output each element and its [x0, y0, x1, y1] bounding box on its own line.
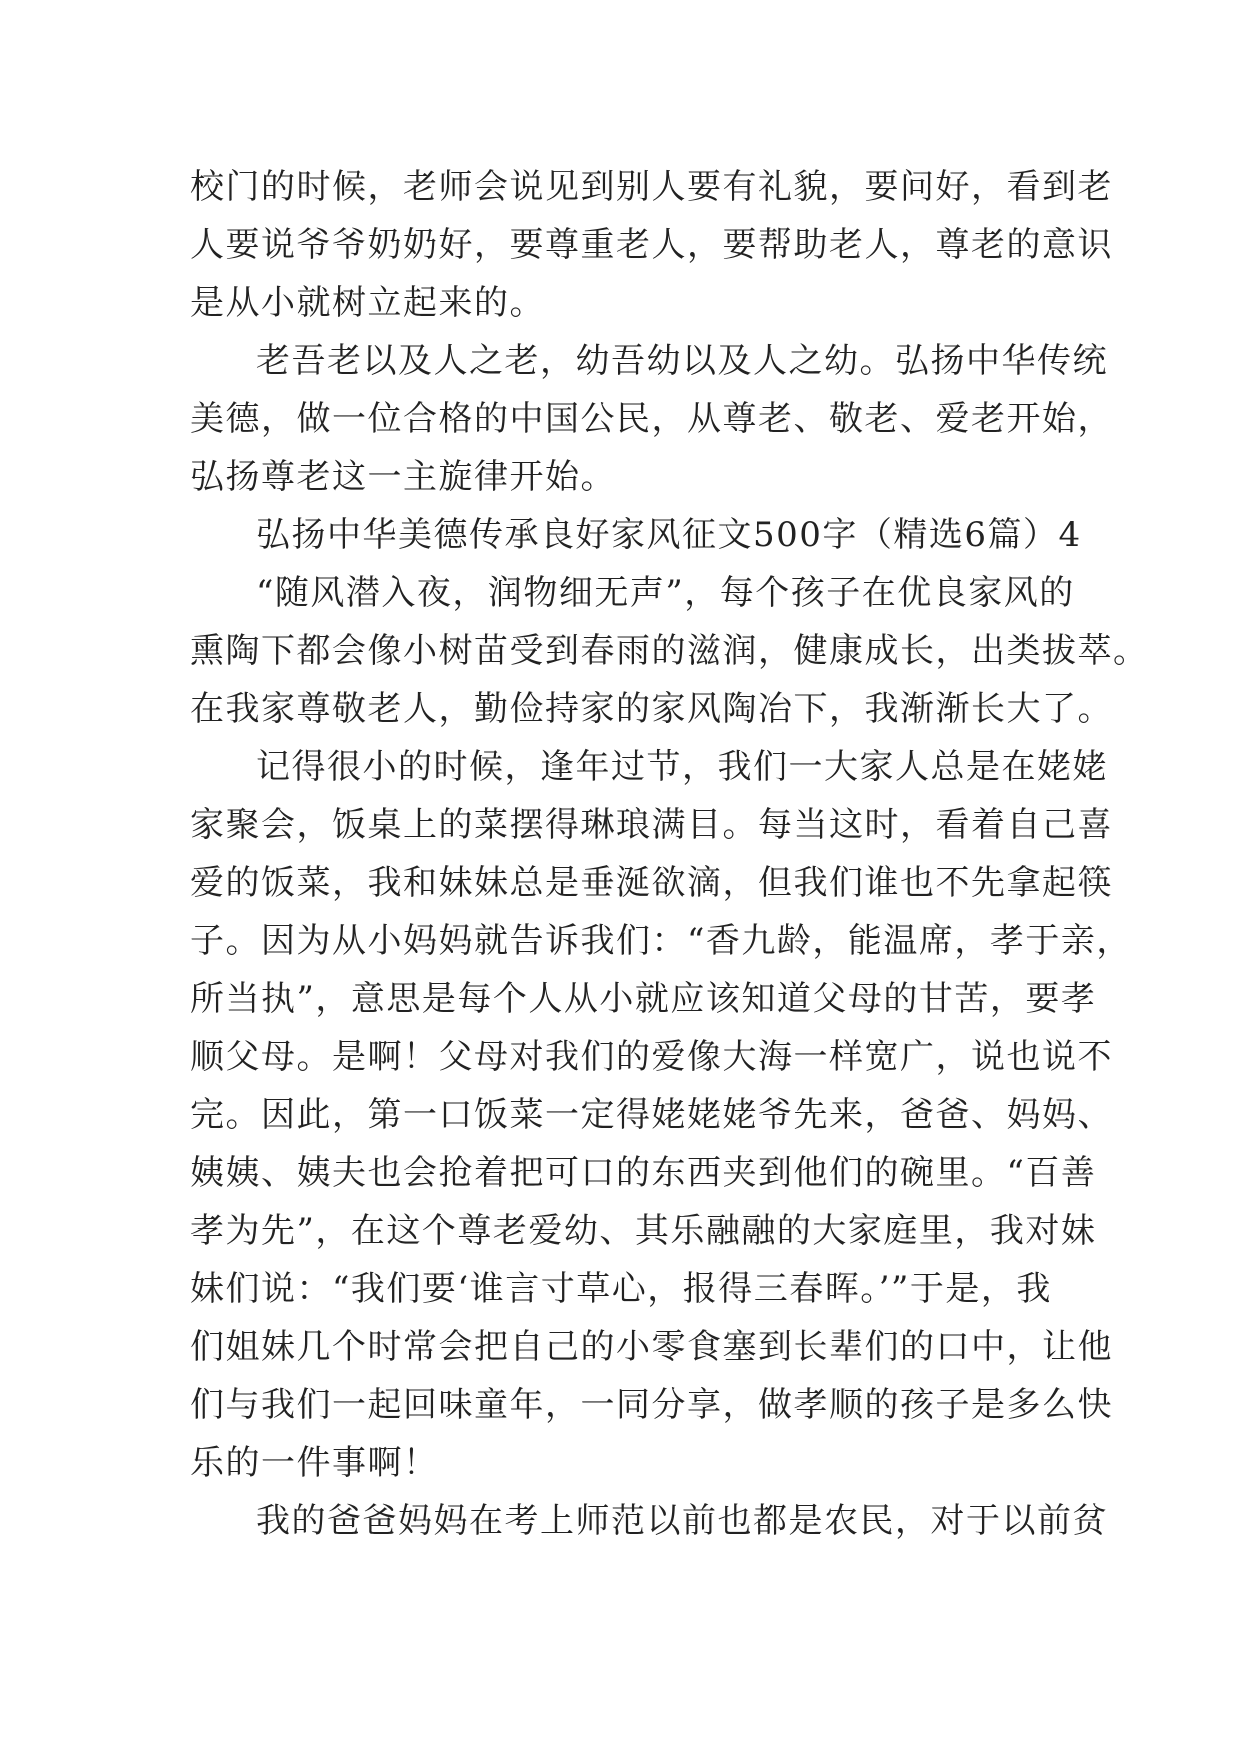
- text-line: 们姐妹几个时常会把自己的小零食塞到长辈们的口中，让他: [190, 1327, 1113, 1367]
- text-line: 我的爸爸妈妈在考上师范以前也都是农民，对于以前贫: [256, 1501, 1108, 1541]
- text-line: “随风潜入夜，润物细无声”，每个孩子在优良家风的: [256, 573, 1075, 613]
- text-line: 熏陶下都会像小树苗受到春雨的滋润，健康成长，出类拔萃。: [190, 631, 1149, 671]
- text-line: 弘扬中华美德传承良好家风征文500字（精选6篇）4: [256, 515, 1082, 555]
- text-line: 在我家尊敬老人，勤俭持家的家风陶冶下，我渐渐长大了。: [190, 689, 1113, 729]
- text-line: 完。因此，第一口饭菜一定得姥姥姥爷先来，爸爸、妈妈、: [190, 1095, 1113, 1135]
- text-line: 记得很小的时候，逢年过节，我们一大家人总是在姥姥: [256, 747, 1108, 787]
- body-text: [190, 158, 1149, 1550]
- text-line: 爱的饭菜，我和妹妹总是垂涎欲滴，但我们谁也不先拿起筷: [190, 863, 1113, 903]
- text-line: 人要说爷爷奶奶好，要尊重老人，要帮助老人，尊老的意识: [190, 225, 1113, 265]
- text-line: 所当执”，意思是每个人从小就应该知道父母的甘苦，要孝: [190, 979, 1097, 1019]
- text-line: 是从小就树立起来的。: [190, 283, 545, 323]
- text-line: 校门的时候，老师会说见到别人要有礼貌，要问好，看到老: [190, 167, 1113, 207]
- text-line: 妹们说：“我们要‘谁言寸草心，报得三春晖。’”于是，我: [190, 1269, 1052, 1309]
- text-line: 姨姨、姨夫也会抢着把可口的东西夹到他们的碗里。“百善: [190, 1153, 1097, 1193]
- text-line: 老吾老以及人之老，幼吾幼以及人之幼。弘扬中华传统: [256, 341, 1108, 381]
- text-line: 孝为先”，在这个尊老爱幼、其乐融融的大家庭里，我对妹: [190, 1211, 1097, 1251]
- text-line: 弘扬尊老这一主旋律开始。: [190, 457, 616, 497]
- text-line: 顺父母。是啊！父母对我们的爱像大海一样宽广，说也说不: [190, 1037, 1113, 1077]
- text-line: 美德，做一位合格的中国公民，从尊老、敬老、爱老开始，: [190, 399, 1113, 439]
- text-line: 乐的一件事啊！: [190, 1443, 439, 1483]
- text-line: 子。因为从小妈妈就告诉我们：“香九龄，能温席，孝于亲，: [190, 921, 1132, 961]
- text-line: 家聚会，饭桌上的菜摆得琳琅满目。每当这时，看着自己喜: [190, 805, 1113, 845]
- text-line: 们与我们一起回味童年，一同分享，做孝顺的孩子是多么快: [190, 1385, 1113, 1425]
